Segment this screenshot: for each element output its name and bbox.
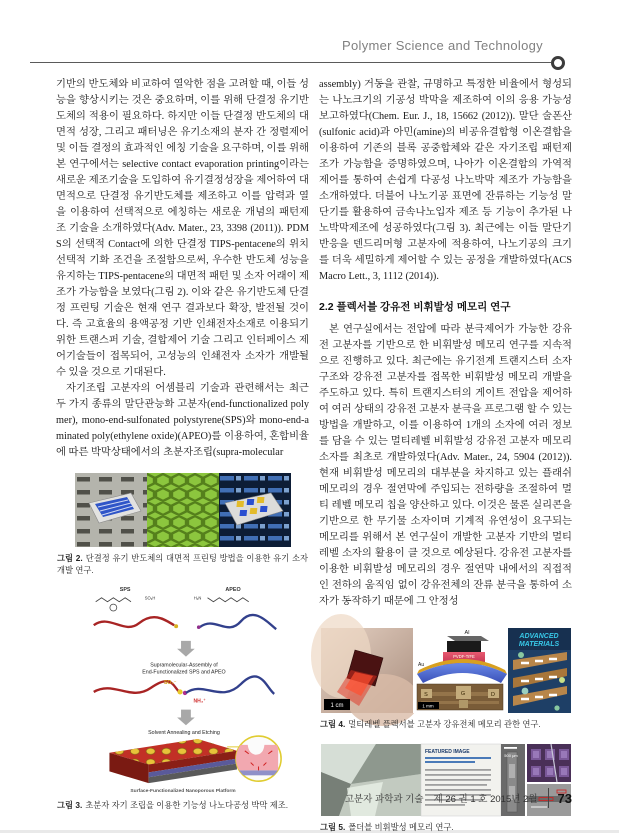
cover-title: ADVANCED: [518, 633, 559, 640]
pore-inset: [227, 736, 281, 781]
figure-4: [319, 628, 572, 730]
journal-name: Polymer Science and Technology: [342, 38, 543, 53]
al-label: Al: [464, 630, 469, 636]
footer-issue-info: 제 26 권 1 호 2015년 2월: [433, 794, 538, 805]
footer-journal-title: 고분자 과학과 기술: [344, 794, 424, 805]
header-rule: [30, 62, 551, 63]
paragraph-self-assembly: 자기조립 고분자의 어셈블리 기술과 관련해서는 최근 두 가지 종류의 말단관능화 고분자(end-functionalized polymer), mono-end-sulfonated polystyrene(SPS)와 mono-end-aminated poly(ethylene oxide)(APEO)를 이용하여, 혼합비율에 따른 박막상태에서의 초분자조립(supra-molecular: [56, 383, 309, 458]
scale-bar-label: 500 μm: [503, 753, 518, 758]
figure4-journal-cover: [508, 628, 571, 713]
apeo-chain: [199, 615, 276, 629]
figure-5-caption: 그림 5. 폴더블 비휘발성 메모리 연구.: [320, 822, 454, 832]
nh3-ion-label: NH₃⁺: [192, 698, 206, 705]
nanoporous-block: [99, 731, 246, 783]
figure-2: [56, 473, 309, 576]
so3-ion-label: SO₃⁻: [163, 680, 176, 687]
source-label: S: [423, 692, 428, 698]
scale-bar-label: 1 mm: [421, 703, 434, 709]
figure2-panel-sem: [75, 473, 147, 547]
platform-label: Surface-Functionalized Nanoporous Platform: [129, 789, 236, 794]
section-heading: 2.2 플렉서블 강유전 비휘발성 메모리 연구: [319, 301, 511, 313]
au-label: Au: [417, 662, 424, 668]
drain-label: D: [490, 692, 495, 698]
footer-divider: [548, 788, 549, 808]
scale-bar-label: 1 cm: [329, 703, 344, 709]
down-arrow-icon: [177, 710, 195, 726]
gate-label: G: [460, 691, 465, 697]
header-ring-icon: [551, 56, 565, 70]
left-column: [56, 77, 309, 819]
right-column: [319, 77, 572, 832]
pvdf-label: PVDF-TrFE: [452, 654, 475, 659]
figure-3: [56, 584, 309, 811]
figure2-panel-honeycomb: [147, 473, 219, 547]
figure-3-caption: 그림 3. 초분자 자기 조립을 이용한 기능성 나노다공성 박막 제조.: [57, 800, 289, 810]
featured-image-heading: FEATURED IMAGE: [424, 749, 470, 755]
page-number: 73: [557, 790, 572, 806]
footer: [345, 788, 572, 808]
down-arrow-icon: [177, 641, 195, 657]
figure-4-image: [321, 628, 571, 713]
sps-label: SPS: [119, 586, 131, 593]
so3h-label: SO₃H: [144, 595, 155, 601]
paragraph-continued: 기반의 반도체와 비교하여 열악한 점을 고려할 때, 이들 성능을 향상시키는 것은 중요하며, 이를 위해 단결정 유기반도체의 적용이 필요하다. 하지만 이들 단결정 반도체의 대면적 성장, 그리고 패터닝은 유기소재의 분자 간 정렬제어 및 이들 결정의 효과적인 에칭 기술을 요구하며, 이를 위해 본 연구에서는 selective contact evaporation printing이라는 새로운 제조기술을 도입하여 유기결정성장을 제어하여 대면적으로 단결정 유기반도체를 제조하고 이를 압력과 열을 이용하여 선택적으로 에칭하는 새로운 개념의 패턴제조 기술을 소개하였다(Adv. Mater., 23, 3398 (2011)). PDMS의 선택적 Contact에 의한 단결정 TIPS-pentacene의 위치 선택적 기화 조건을 조절함으로써, 우수한 반도체 성능을 유지하는 TIPS-pentacene의 대면적 패턴 및 소자 어래이 제조가 가능함을 보였다(그림 2). 이와 같은 유기반도체 단결정 프린팅 기술은 현재 연구 결과보다 확장, 발전될 것이다. 즉 고효율의 용액공정 기반 인쇄전자소재로 이용되기 위한 트랜스퍼 기술, 결합제어 기술 그리고 인터페이스 제어기술들이 접목되어, 고성능의 인쇄전자 소자가 개발될 수 있을 것으로 기대된다.: [56, 79, 309, 378]
figure-2-image: [75, 473, 291, 547]
apeo-label: APEO: [224, 586, 241, 593]
figure2-panel-device-array: [219, 473, 291, 547]
paragraph-memory: 본 연구실에서는 전압에 따라 분극제어가 가능한 강유전 고분자를 기반으로 한 비휘발성 메모리 연구를 지속적으로 진행하고 있다. 최근에는 유기전계 트랜지스터 소자구조와 강유전 고분자를 접목한 비휘발성 메모리 개발을 주도하고 있다. 특히 트랜지스터의 게이트 전압을 제어하여 여러 상태의 강유전 고분자 분극을 프로그램 할 수 있는 방법을 개발하고, 이를 이용하여 1개의 소자에 여러 정보를 담을 수 있는 멀티레벨 비휘발성 강유전 고분자 메모리 소자를 최초로 개발하였다(Adv. Mater., 24, 5904 (2012)). 현재 비휘발성 메모리의 대부분을 차지하고 있는 플래쉬 메모리의 경우 절연막에 주입되는 전하량을 조절하여 멀티 레벨 메모리 칩을 양산하고 있다. 이것은 물론 실리콘을 기반으로 한 무기물 소자이며 기계적 유연성이 요구되는 메모리를 위해서 본 연구실이 개발한 고분자 기반의 멀티레벨 소자의 활용이 클 것으로 예상된다. 강유전 고분자를 이용한 비휘발성 메모리의 경우 절연막 내에서의 직접적인 전하의 움직임 없이 강유전체의 잔류 분극을 통하여 소자가 동작하기 때문에 그 안정성: [319, 324, 572, 607]
figure4-schematic: [413, 628, 508, 713]
h2n-label: H₂N: [193, 595, 201, 601]
figure-4-caption: 그림 4. 멀티레벨 플렉서블 고분자 강유전체 메모리 관한 연구.: [320, 719, 541, 729]
figure-3-image: [80, 584, 286, 794]
paragraph-continued: assembly) 거동을 관찰, 규명하고 특정한 비율에서 형성되는 나노크기의 기공성 박막을 제조하여 이의 응용 가능성 보고하였다(Chem. Eur. J., 18, 15662 (2012)). 말단 술폰산(sulfonic acid)과 아민(amine)의 비공유결합형 이온결합을 이용하여 기존의 블록 공중합체와 같은 자기조립 패턴제조가 가능함을 증명하였으며, 나아가 이온결합의 가역적 제어를 통하여 손쉽게 다공성 나노박막 제조가 가능함을 소개하였다. 더불어 나노기공 표면에 잔류하는 기능성 말단기를 활용하여 금속나노입자 제조 등 기능이 추가된 나노박막제조에 성공하였다(그림 3). 최근에는 이들 말단기 반응을 덴드리머형 고분자에 적용하여, 나노기공의 크기를 더욱 세밀하게 제어할 수 있는 공정을 개발하였다(ACS Macro Lett., 3, 1112 (2014)).: [319, 79, 572, 282]
sps-chain: [93, 617, 173, 627]
figure4-photo: [311, 614, 419, 726]
assembly-step-label: Supramolecular-Assembly of: [149, 662, 218, 669]
figure-2-caption: 그림 2. 단결정 유기 반도체의 대면적 프린팅 방법을 이용한 유기 소자 개발 연구.: [57, 553, 308, 575]
assembly-step-label2: End-Functionalized SPS and APEO: [141, 669, 226, 676]
etching-step-label: Solvent Annealing and Etching: [147, 730, 220, 737]
cover-title2: MATERIALS: [518, 641, 559, 648]
